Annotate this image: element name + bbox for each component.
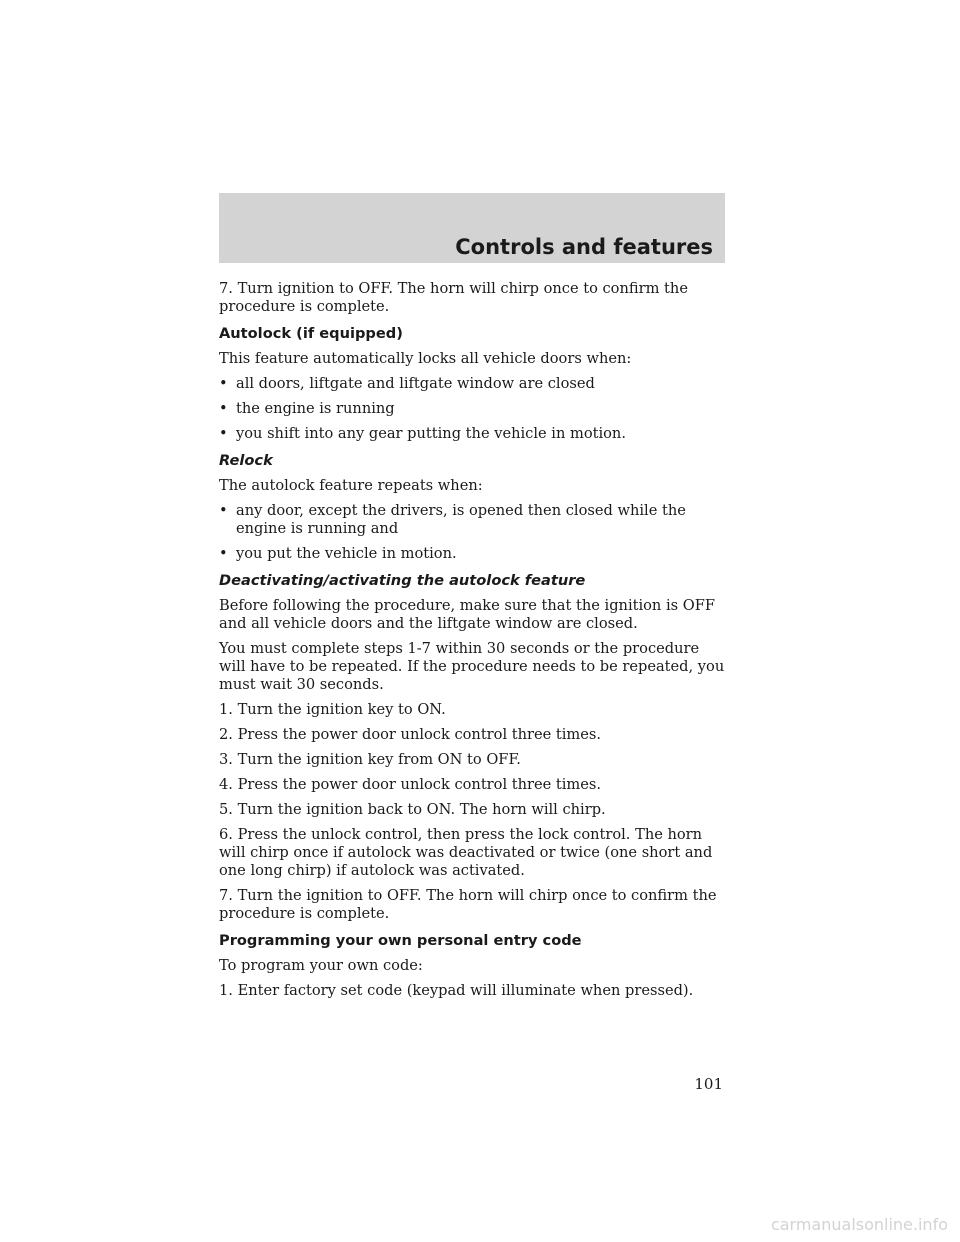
paragraph-relock-desc: The autolock feature repeats when: <box>219 477 483 494</box>
bullet-icon: • <box>219 502 228 519</box>
paragraph-autolock-desc: This feature automatically locks all vehicle doors when: <box>219 350 632 367</box>
heading-autolock: Autolock (if equipped) <box>219 325 403 342</box>
step-2: 2. Press the power door unlock control three times. <box>219 726 602 743</box>
heading-deactivating: Deactivating/activating the autolock feature <box>219 572 586 589</box>
page-content <box>219 280 729 1007</box>
bullet-icon: • <box>219 375 228 392</box>
bullet-text: the engine is running <box>236 400 395 417</box>
step-7: 7. Turn the ignition to OFF. The horn will chirp once to confirm the procedure is complete. <box>219 887 717 922</box>
paragraph-program-intro: To program your own code: <box>219 957 423 974</box>
bullet-icon: • <box>219 425 228 442</box>
paragraph-step-7-intro: 7. Turn ignition to OFF. The horn will chirp once to confirm the procedure is complete. <box>219 280 688 315</box>
bullet-item <box>219 400 729 418</box>
bullet-item <box>219 375 729 393</box>
step-4: 4. Press the power door unlock control three times. <box>219 776 602 793</box>
bullet-text: all doors, liftgate and liftgate window are closed <box>236 375 595 392</box>
bullet-text: any door, except the drivers, is opened then closed while the engine is running and <box>236 502 686 537</box>
program-step-1: 1. Enter factory set code (keypad will illuminate when pressed). <box>219 982 694 999</box>
paragraph-timing: You must complete steps 1-7 within 30 seconds or the procedure will have to be repeated. If the procedure needs to be repeated, you must wait 30 seconds. <box>219 640 725 693</box>
bullet-icon: • <box>219 400 228 417</box>
step-5: 5. Turn the ignition back to ON. The horn will chirp. <box>219 801 606 818</box>
page-number: 101 <box>694 1075 723 1093</box>
footer-watermark[interactable]: carmanualsonline.info <box>770 1215 948 1234</box>
bullet-text: you put the vehicle in motion. <box>236 545 457 562</box>
heading-relock: Relock <box>219 452 273 469</box>
step-3: 3. Turn the ignition key from ON to OFF. <box>219 751 521 768</box>
bullet-item <box>219 545 729 563</box>
section-title: Controls and features <box>455 235 713 259</box>
bullet-icon: • <box>219 545 228 562</box>
paragraph-precondition: Before following the procedure, make sure that the ignition is OFF and all vehicle doors and the liftgate window are closed. <box>219 597 715 632</box>
step-6: 6. Press the unlock control, then press the lock control. The horn will chirp once if autolock was deactivated or twice (one short and one long chirp) if autolock was activated. <box>219 826 713 879</box>
bullet-item <box>219 425 729 443</box>
section-header-band <box>219 193 725 263</box>
bullet-text: you shift into any gear putting the vehicle in motion. <box>236 425 626 442</box>
bullet-item <box>219 502 729 538</box>
heading-programming: Programming your own personal entry code <box>219 932 582 949</box>
step-1: 1. Turn the ignition key to ON. <box>219 701 446 718</box>
